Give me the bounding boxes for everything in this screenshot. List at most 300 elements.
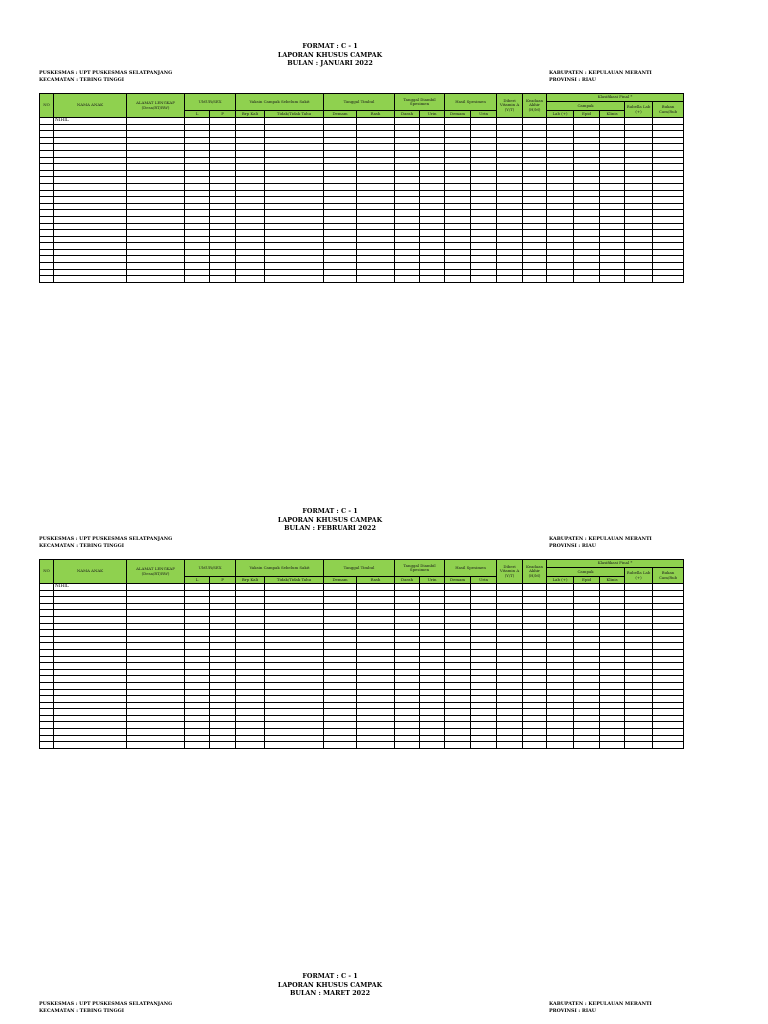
- table-cell: [574, 170, 600, 177]
- table-cell: [574, 649, 600, 656]
- table-cell: [547, 276, 574, 283]
- table-cell: [210, 649, 236, 656]
- table-cell: [497, 269, 523, 276]
- table-cell: [420, 210, 445, 217]
- table-cell: [54, 263, 127, 270]
- table-cell: [600, 269, 625, 276]
- table-cell: [127, 669, 185, 676]
- table-cell: [420, 118, 445, 125]
- table-row: [40, 702, 684, 709]
- table-cell: [497, 144, 523, 151]
- table-cell: [653, 164, 684, 171]
- table-cell: [653, 243, 684, 250]
- table-cell: [625, 249, 653, 256]
- table-cell: [236, 689, 265, 696]
- table-cell: [236, 144, 265, 151]
- table-cell: [445, 709, 471, 716]
- table-cell: [625, 682, 653, 689]
- col-darah: Darah: [395, 111, 420, 118]
- table-cell: [324, 203, 357, 210]
- table-cell: [265, 603, 324, 610]
- table-cell: [54, 623, 127, 630]
- table-cell: [265, 643, 324, 650]
- table-cell: [625, 164, 653, 171]
- table-cell: [574, 729, 600, 736]
- table-cell: [471, 249, 497, 256]
- table-cell: [324, 157, 357, 164]
- col-demam: Demam: [324, 111, 357, 118]
- table-cell: [54, 702, 127, 709]
- table-cell: [547, 137, 574, 144]
- table-cell: [653, 702, 684, 709]
- table-cell: [324, 715, 357, 722]
- table-cell: [210, 249, 236, 256]
- table-cell: [420, 643, 445, 650]
- table-cell: [547, 643, 574, 650]
- table-cell: [40, 616, 54, 623]
- table-cell: [625, 729, 653, 736]
- table-row: [40, 722, 684, 729]
- table-cell: [40, 137, 54, 144]
- table-cell: [523, 702, 547, 709]
- table-cell: [324, 656, 357, 663]
- table-cell: [600, 649, 625, 656]
- table-cell: [54, 722, 127, 729]
- table-cell: [547, 590, 574, 597]
- table-cell: [236, 150, 265, 157]
- table-cell: [471, 190, 497, 197]
- table-cell: [265, 682, 324, 689]
- table-cell: [357, 709, 395, 716]
- table-cell: [445, 610, 471, 617]
- col-hs-demam: Demam: [445, 111, 471, 118]
- table-cell: [185, 597, 210, 604]
- table-cell: [54, 630, 127, 637]
- col-umur-sex: UMUR/SEX: [185, 94, 236, 111]
- table-cell: [324, 603, 357, 610]
- table-cell: [653, 144, 684, 151]
- table-cell: [420, 636, 445, 643]
- table-cell: [236, 597, 265, 604]
- table-cell: [445, 715, 471, 722]
- table-cell: [357, 603, 395, 610]
- table-cell: [653, 230, 684, 237]
- table-cell: [497, 157, 523, 164]
- table-cell: [547, 183, 574, 190]
- table-cell: [600, 223, 625, 230]
- table-cell: [420, 722, 445, 729]
- table-row: [40, 590, 684, 597]
- table-cell: [324, 276, 357, 283]
- table-cell: [523, 223, 547, 230]
- table-cell: [625, 742, 653, 749]
- table-cell: [574, 623, 600, 630]
- table-cell: [547, 216, 574, 223]
- table-cell: [185, 630, 210, 637]
- table-cell: [185, 124, 210, 131]
- table-cell: [395, 623, 420, 630]
- table-cell: [445, 276, 471, 283]
- table-row: [40, 597, 684, 604]
- table-cell: [547, 636, 574, 643]
- table-cell: [523, 623, 547, 630]
- table-cell: [547, 616, 574, 623]
- col-brp-kali: Brp Kali: [236, 111, 265, 118]
- table-cell: [653, 656, 684, 663]
- table-cell: [324, 682, 357, 689]
- table-cell: [395, 735, 420, 742]
- table-cell: [471, 636, 497, 643]
- table-cell: [54, 190, 127, 197]
- table-cell: [357, 636, 395, 643]
- table-cell: [653, 643, 684, 650]
- col-klasifikasi-final: Klasifikasi Final *: [547, 94, 684, 102]
- table-cell: [395, 276, 420, 283]
- table-cell: [127, 709, 185, 716]
- table-cell: [40, 276, 54, 283]
- col-umur-sex: UMUR/SEX: [185, 560, 236, 577]
- table-cell: [547, 656, 574, 663]
- table-cell: [357, 203, 395, 210]
- table-cell: [471, 696, 497, 703]
- table-cell: [523, 150, 547, 157]
- table-cell: [523, 124, 547, 131]
- table-cell: [547, 630, 574, 637]
- table-cell: [185, 256, 210, 263]
- table-cell: [547, 230, 574, 237]
- table-cell: [236, 630, 265, 637]
- table-cell: [497, 715, 523, 722]
- table-cell: [40, 709, 54, 716]
- table-cell: [236, 610, 265, 617]
- table-cell: [625, 715, 653, 722]
- table-cell: [357, 230, 395, 237]
- table-cell: [625, 203, 653, 210]
- table-cell: [54, 249, 127, 256]
- table-cell: [653, 610, 684, 617]
- table-cell: [40, 656, 54, 663]
- table-cell: [185, 197, 210, 204]
- table-cell: [127, 735, 185, 742]
- table-cell: [523, 170, 547, 177]
- table-row: [40, 144, 684, 151]
- table-cell: [185, 584, 210, 591]
- table-cell: [420, 669, 445, 676]
- table-cell: [497, 702, 523, 709]
- table-cell: [210, 656, 236, 663]
- table-cell: [324, 164, 357, 171]
- table-cell: [185, 210, 210, 217]
- col-klinis: Klinis: [600, 111, 625, 118]
- table-cell: [40, 682, 54, 689]
- table-cell: [445, 197, 471, 204]
- table-cell: [324, 118, 357, 125]
- table-cell: [357, 177, 395, 184]
- table-cell: [600, 722, 625, 729]
- table-cell: [471, 603, 497, 610]
- table-cell: [324, 709, 357, 716]
- table-cell: [547, 715, 574, 722]
- table-cell: [600, 164, 625, 171]
- table-cell: [54, 597, 127, 604]
- table-cell: [471, 584, 497, 591]
- table-cell: [265, 124, 324, 131]
- table-cell: [265, 210, 324, 217]
- table-cell: [445, 669, 471, 676]
- table-cell: [547, 603, 574, 610]
- table-cell: [185, 735, 210, 742]
- table-body: [40, 584, 684, 749]
- table-cell: [265, 269, 324, 276]
- col-rubella: Rubella Lab (+): [625, 568, 653, 584]
- table-cell: [357, 702, 395, 709]
- table-cell: [395, 190, 420, 197]
- puskesmas-label: PUSKESMAS : UPT PUSKESMAS SELATPANJANG: [39, 1001, 173, 1007]
- table-cell: [445, 729, 471, 736]
- table-cell: [600, 190, 625, 197]
- table-cell: [625, 610, 653, 617]
- table-cell: [324, 643, 357, 650]
- table-cell: [547, 203, 574, 210]
- table-cell: [445, 630, 471, 637]
- table-cell: [420, 137, 445, 144]
- table-cell: [523, 177, 547, 184]
- table-cell: [236, 702, 265, 709]
- table-cell: [210, 702, 236, 709]
- table-cell: [574, 676, 600, 683]
- table-cell: [653, 669, 684, 676]
- table-cell: [523, 269, 547, 276]
- format-code: FORMAT : C - 1: [302, 42, 358, 50]
- table-cell: [40, 663, 54, 670]
- table-cell: [54, 210, 127, 217]
- table-cell: [210, 230, 236, 237]
- table-cell: [236, 190, 265, 197]
- table-cell: [547, 696, 574, 703]
- table-cell: [185, 682, 210, 689]
- table-cell: [127, 124, 185, 131]
- table-cell: [357, 630, 395, 637]
- table-cell: [523, 590, 547, 597]
- table-cell: [236, 131, 265, 138]
- table-cell: [395, 137, 420, 144]
- col-hasil-spesimen: Hasil Spesimen: [445, 560, 497, 577]
- table-cell: [625, 616, 653, 623]
- table-cell: [185, 623, 210, 630]
- table-cell: [625, 643, 653, 650]
- table-cell: [523, 709, 547, 716]
- table-cell: [127, 216, 185, 223]
- table-cell: [127, 623, 185, 630]
- table-cell: [324, 636, 357, 643]
- table-cell: [523, 210, 547, 217]
- table-cell: [54, 236, 127, 243]
- table-cell: [600, 669, 625, 676]
- table-cell: [523, 183, 547, 190]
- table-cell: [40, 735, 54, 742]
- table-cell: [210, 263, 236, 270]
- table-cell: [625, 696, 653, 703]
- table-cell: [40, 263, 54, 270]
- table-cell: [236, 203, 265, 210]
- table-cell: [54, 735, 127, 742]
- table-cell: [497, 597, 523, 604]
- table-row: [40, 216, 684, 223]
- table-cell: [395, 164, 420, 171]
- table-row: [40, 230, 684, 237]
- table-cell: [420, 236, 445, 243]
- table-cell: [600, 643, 625, 650]
- table-cell: [54, 603, 127, 610]
- table-cell: [265, 236, 324, 243]
- table-cell: [357, 676, 395, 683]
- table-cell: [127, 118, 185, 125]
- table-cell: [445, 689, 471, 696]
- col-lab: Lab (+): [547, 577, 574, 584]
- col-hs-urin: Urin: [471, 111, 497, 118]
- col-l: L: [185, 577, 210, 584]
- table-cell: [210, 197, 236, 204]
- table-cell: [40, 649, 54, 656]
- table-cell: [600, 124, 625, 131]
- table-cell: [497, 210, 523, 217]
- table-cell: [395, 709, 420, 716]
- table-cell: [265, 742, 324, 749]
- table-cell: [265, 663, 324, 670]
- table-cell: [210, 183, 236, 190]
- table-cell: [445, 137, 471, 144]
- table-cell: [357, 164, 395, 171]
- table-cell: [236, 137, 265, 144]
- table-cell: [127, 696, 185, 703]
- table-cell: [653, 131, 684, 138]
- table-cell: [523, 636, 547, 643]
- table-cell: [547, 256, 574, 263]
- table-cell: [40, 603, 54, 610]
- table-cell: [523, 190, 547, 197]
- table-cell: [236, 623, 265, 630]
- table-cell: [54, 590, 127, 597]
- table-cell: [600, 656, 625, 663]
- table-cell: [54, 643, 127, 650]
- table-cell: [54, 183, 127, 190]
- table-cell: [574, 669, 600, 676]
- table-cell: [625, 223, 653, 230]
- table-cell: [523, 649, 547, 656]
- table-cell: [185, 137, 210, 144]
- table-cell: [265, 735, 324, 742]
- table-cell: [600, 715, 625, 722]
- table-cell: [40, 150, 54, 157]
- table-cell: [445, 210, 471, 217]
- table-cell: [324, 742, 357, 749]
- table-cell: [236, 269, 265, 276]
- table-cell: [420, 190, 445, 197]
- table-cell: [574, 269, 600, 276]
- table-cell: [600, 197, 625, 204]
- table-row: [40, 663, 684, 670]
- col-alamat: ALAMAT LENGKAP (Desa/RT/RW): [127, 94, 185, 118]
- meta-left: [39, 70, 172, 83]
- table-cell: [127, 223, 185, 230]
- table-cell: [40, 236, 54, 243]
- table-cell: [625, 131, 653, 138]
- table-cell: [357, 269, 395, 276]
- table-cell: [445, 124, 471, 131]
- table-cell: [653, 696, 684, 703]
- col-tidak-tahu: Tidak/Tidak Tahu: [265, 111, 324, 118]
- table-cell: [236, 656, 265, 663]
- table-cell: [185, 203, 210, 210]
- table-row: [40, 203, 684, 210]
- table-cell: [497, 689, 523, 696]
- table-cell: [236, 682, 265, 689]
- table-cell: [185, 610, 210, 617]
- table-cell: [625, 157, 653, 164]
- table-cell: [600, 203, 625, 210]
- table-cell: [395, 682, 420, 689]
- table-cell: [40, 722, 54, 729]
- table-cell: [324, 669, 357, 676]
- table-cell: [420, 709, 445, 716]
- table-cell: [497, 256, 523, 263]
- table-cell: [210, 223, 236, 230]
- table-cell: [395, 663, 420, 670]
- table-cell: [185, 709, 210, 716]
- table-cell: [265, 676, 324, 683]
- table-cell: [395, 210, 420, 217]
- table-cell: [547, 610, 574, 617]
- table-cell: [653, 197, 684, 204]
- table-cell: [236, 243, 265, 250]
- table-cell: [471, 643, 497, 650]
- table-cell: [185, 131, 210, 138]
- table-cell: [395, 590, 420, 597]
- table-cell: [653, 157, 684, 164]
- table-cell: [547, 150, 574, 157]
- table-cell: [40, 669, 54, 676]
- table-cell: [471, 177, 497, 184]
- table-cell: [523, 230, 547, 237]
- table-row: [40, 269, 684, 276]
- table-cell: [547, 682, 574, 689]
- table-cell: [395, 263, 420, 270]
- table-cell: [653, 150, 684, 157]
- table-cell: [357, 223, 395, 230]
- table-cell: [445, 177, 471, 184]
- table-cell: [127, 656, 185, 663]
- table-cell: [324, 256, 357, 263]
- table-cell: [185, 164, 210, 171]
- table-cell: [127, 643, 185, 650]
- table-row: [40, 236, 684, 243]
- table-cell: [420, 689, 445, 696]
- table-cell: [185, 276, 210, 283]
- table-cell: [210, 190, 236, 197]
- table-cell: [40, 610, 54, 617]
- table-cell: [471, 150, 497, 157]
- table-cell: [445, 590, 471, 597]
- table-cell: [40, 197, 54, 204]
- col-p: P: [210, 111, 236, 118]
- table-cell: [445, 164, 471, 171]
- table-cell: [265, 197, 324, 204]
- col-demam: Demam: [324, 577, 357, 584]
- table-cell: [574, 722, 600, 729]
- table-cell: [357, 735, 395, 742]
- table-cell: [523, 243, 547, 250]
- table-cell: [185, 702, 210, 709]
